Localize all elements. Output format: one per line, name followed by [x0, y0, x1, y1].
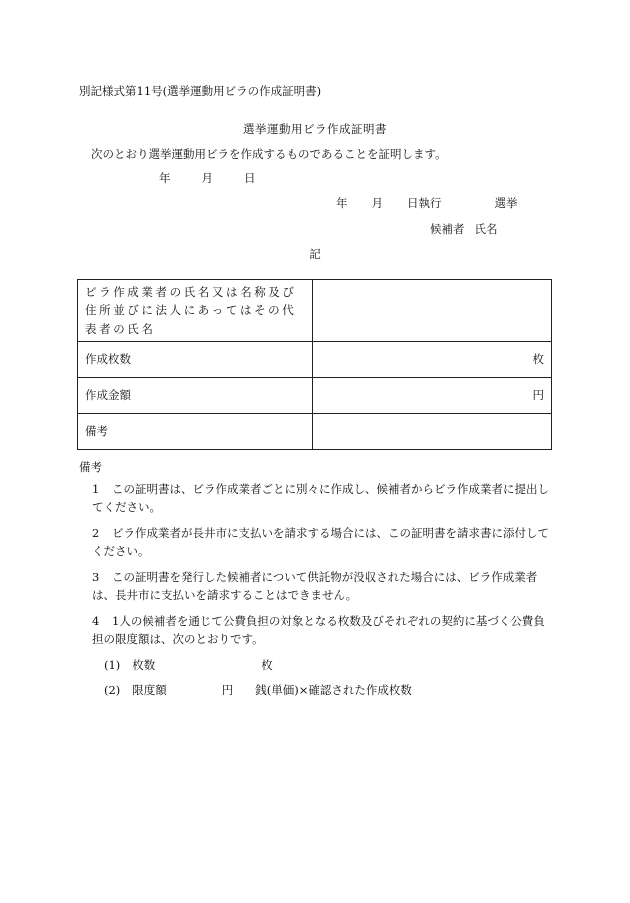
sub-item-number: (2)	[104, 683, 121, 697]
sub-item-unit-sen: 銭(単価)×確認された作成枚数	[255, 683, 412, 697]
month-label: 月	[201, 171, 213, 185]
remark-number: 2	[92, 526, 100, 540]
remark-text: ビラ作成業者が長井市に支払いを請求する場合には、この証明書を請求書に添付してください。	[92, 526, 549, 558]
remark-item	[92, 525, 554, 561]
quantity-unit: 枚	[313, 342, 552, 378]
election-label: 選挙	[494, 196, 518, 210]
election-date-line	[336, 195, 518, 213]
certificate-table	[77, 279, 552, 450]
election-month-label: 月	[371, 196, 383, 210]
remark-text: この証明書は、ビラ作成業者ごとに別々に作成し、候補者からビラ作成業者に提出してください。	[92, 482, 549, 514]
remark-item	[92, 613, 554, 649]
sub-item-unit-yen: 円	[221, 683, 234, 697]
issue-date-line	[159, 170, 256, 188]
sub-item-limit	[104, 682, 412, 700]
candidate-label: 候補者	[430, 222, 465, 236]
remark-text: 1人の候補者を通じて公費負担の対象となる枚数及びそれぞれの契約に基づく公費負担の限度額は、次のとおりです。	[92, 614, 545, 646]
day-label: 日	[244, 171, 256, 185]
sub-item-label: 枚数	[132, 658, 156, 672]
table-remarks-value	[313, 414, 552, 450]
remarks-heading: 備考	[79, 460, 102, 474]
remark-item	[92, 569, 554, 605]
certification-statement: 次のとおり選挙運動用ビラを作成するものであることを証明します。	[91, 147, 447, 161]
remark-number: 4	[92, 614, 100, 628]
table-row	[78, 342, 552, 378]
sub-item-label: 限度額	[132, 683, 167, 697]
form-number-label: 別記様式第11号(選挙運動用ビラの作成証明書)	[79, 84, 322, 98]
contractor-info-value	[313, 280, 552, 342]
table-row	[78, 378, 552, 414]
candidate-line	[430, 221, 498, 239]
table-remarks-label: 備考	[78, 414, 313, 450]
election-day-held-label: 日執行	[407, 196, 442, 210]
candidate-name-label: 氏名	[474, 222, 498, 236]
remark-number: 1	[92, 482, 100, 496]
year-label: 年	[159, 171, 171, 185]
election-year-label: 年	[336, 196, 348, 210]
table-row	[78, 414, 552, 450]
remark-item	[92, 481, 554, 517]
sub-item-unit: 枚	[261, 658, 273, 672]
remark-text: この証明書を発行した候補者について供託物が没収された場合には、ビラ作成業者は、長井市に支払いを請求することはできません。	[92, 570, 538, 602]
contractor-info-label: ビラ作成業者の氏名又は名称及び住所並びに法人にあってはその代表者の氏名	[78, 280, 313, 342]
quantity-label: 作成枚数	[78, 342, 313, 378]
ki-marker: 記	[309, 247, 321, 261]
sub-item-quantity	[104, 657, 273, 675]
amount-label: 作成金額	[78, 378, 313, 414]
document-title: 選挙運動用ビラ作成証明書	[243, 122, 387, 136]
table-row	[78, 280, 552, 342]
amount-unit: 円	[313, 378, 552, 414]
remark-number: 3	[92, 570, 100, 584]
sub-item-number: (1)	[104, 658, 121, 672]
